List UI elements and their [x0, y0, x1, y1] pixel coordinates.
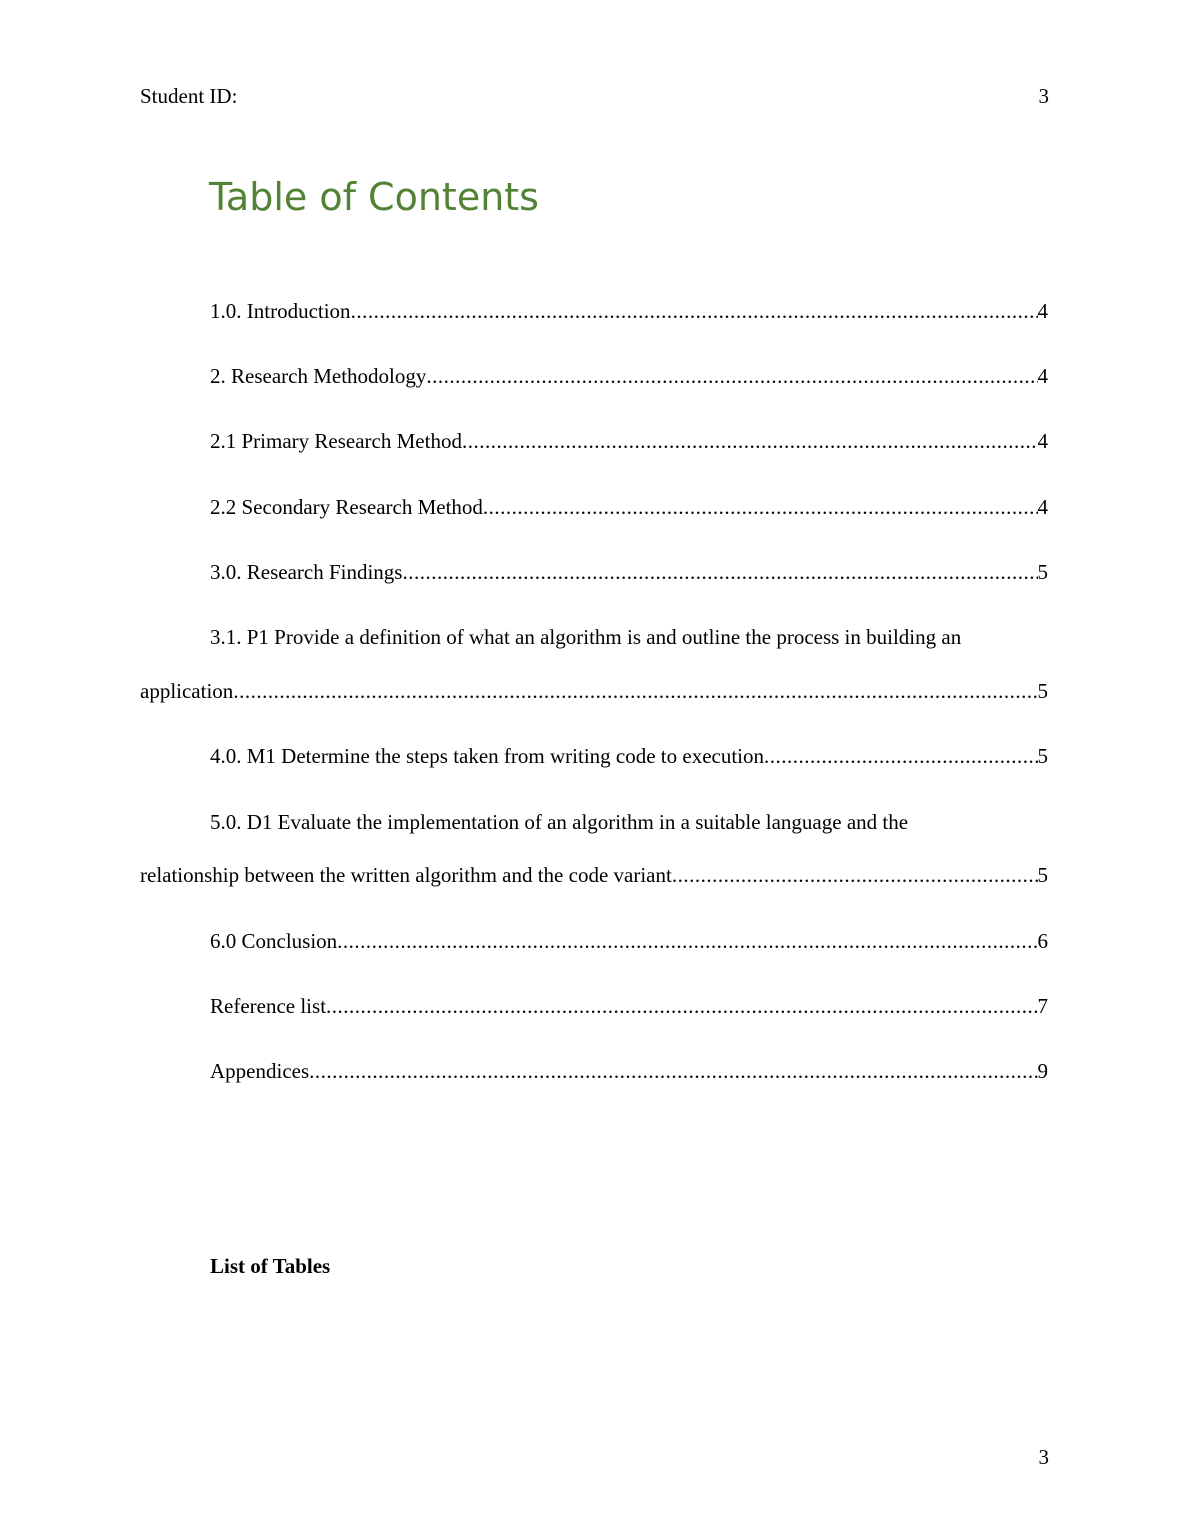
toc-entry-research-methodology[interactable] — [140, 363, 1048, 389]
toc-entry-appendices[interactable] — [140, 1058, 1048, 1084]
toc-entry-p1-line1[interactable]: 3.1. P1 Provide a definition of what an algorithm is and outline the process in building an — [210, 625, 962, 649]
list-of-tables-heading: List of Tables — [210, 1254, 331, 1278]
toc-entry-page: 7 — [1037, 994, 1048, 1018]
toc-entry-label: 2. Research Methodology — [210, 364, 427, 388]
toc-entry-p1[interactable] — [140, 678, 1048, 704]
toc-entry-label: 6.0 Conclusion — [210, 929, 338, 953]
toc-entry-label: Appendices — [210, 1059, 310, 1083]
toc-leader-dots — [764, 743, 1037, 769]
toc-entry-conclusion[interactable] — [140, 928, 1048, 954]
toc-leader-dots — [483, 494, 1038, 520]
toc-leader-dots — [326, 993, 1037, 1019]
toc-title: Table of Contents — [209, 175, 539, 219]
toc-entry-label: 3.0. Research Findings — [210, 560, 403, 584]
toc-entry-research-findings[interactable] — [140, 559, 1048, 585]
toc-entry-introduction[interactable] — [140, 298, 1048, 324]
header-student-id: Student ID: — [140, 84, 238, 108]
toc-entry-m1[interactable] — [140, 743, 1048, 769]
toc-entry-page: 6 — [1037, 929, 1048, 953]
toc-leader-dots — [309, 1058, 1037, 1084]
toc-entry-d1[interactable] — [140, 862, 1048, 888]
toc-entry-primary-research[interactable] — [140, 428, 1048, 454]
toc-entry-reference-list[interactable] — [140, 993, 1048, 1019]
toc-entry-page: 5 — [1037, 863, 1048, 887]
footer-page-number: 3 — [1038, 1445, 1049, 1469]
toc-entry-label: 2.1 Primary Research Method — [210, 429, 462, 453]
toc-leader-dots — [402, 559, 1037, 585]
toc-entry-page: 5 — [1037, 679, 1048, 703]
toc-entry-label: Reference list — [210, 994, 327, 1018]
toc-entry-page: 4 — [1037, 429, 1048, 453]
toc-entry-label: 1.0. Introduction — [210, 299, 351, 323]
toc-entry-page: 9 — [1037, 1059, 1048, 1083]
toc-leader-dots — [233, 678, 1037, 704]
toc-leader-dots — [672, 862, 1038, 888]
toc-entry-secondary-research[interactable] — [140, 494, 1048, 520]
toc-entry-d1-line1[interactable]: 5.0. D1 Evaluate the implementation of an algorithm in a suitable language and the — [210, 810, 909, 834]
toc-entry-label: 4.0. M1 Determine the steps taken from writing code to execution — [210, 744, 765, 768]
toc-entry-page: 4 — [1037, 299, 1048, 323]
toc-entry-page: 4 — [1037, 364, 1048, 388]
toc-entry-label: application — [140, 679, 234, 703]
toc-leader-dots — [426, 363, 1037, 389]
toc-leader-dots — [351, 298, 1038, 324]
toc-leader-dots — [462, 428, 1038, 454]
toc-entry-label: relationship between the written algorithm and the code variant — [140, 863, 672, 887]
toc-entry-label: 2.2 Secondary Research Method — [210, 495, 483, 519]
toc-entry-page: 4 — [1037, 495, 1048, 519]
toc-entry-page: 5 — [1037, 560, 1048, 584]
header-page-number: 3 — [1038, 84, 1049, 108]
toc-leader-dots — [337, 928, 1037, 954]
toc-entry-page: 5 — [1037, 744, 1048, 768]
